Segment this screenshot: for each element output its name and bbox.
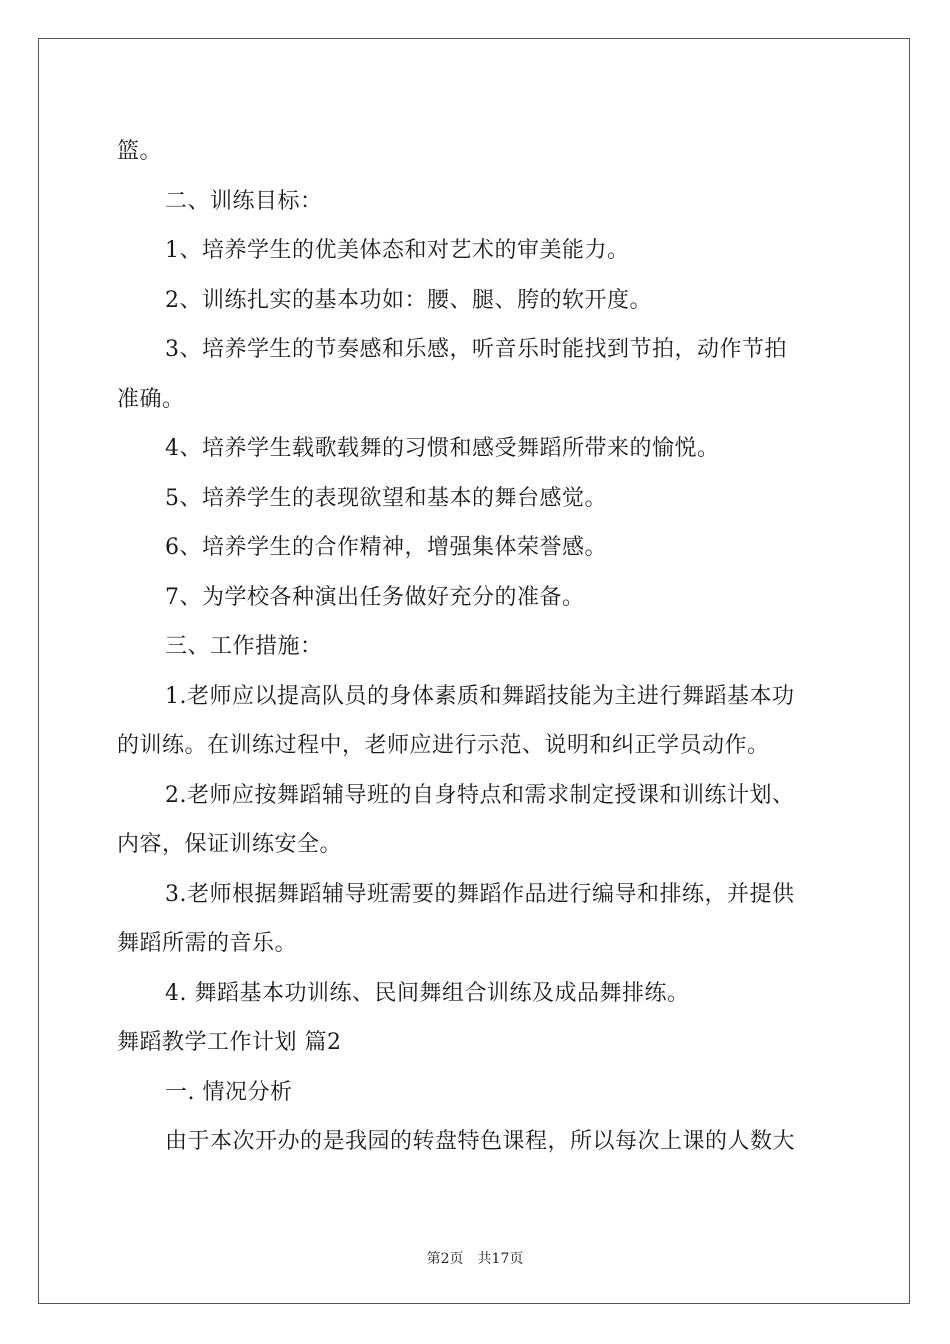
text-line: 1.老师应以提高队员的身体素质和舞蹈技能为主进行舞蹈基本功 <box>165 683 795 709</box>
text-line: 准确。 <box>117 386 185 412</box>
section-heading-analysis: 一. 情况分析 <box>165 1079 293 1105</box>
text-line: 5、培养学生的表现欲望和基本的舞台感觉。 <box>165 485 607 511</box>
text-line: 由于本次开办的是我园的转盘特色课程，所以每次上课的人数大 <box>165 1129 796 1154</box>
text-line: 舞蹈所需的音乐。 <box>117 931 298 956</box>
text-line: 4. 舞蹈基本功训练、民间舞组合训练及成品舞排练。 <box>165 980 690 1006</box>
text-line: 内容，保证训练安全。 <box>117 832 343 857</box>
section-heading-goals: 二、训练目标： <box>165 188 323 214</box>
text-line: 3.老师根据舞蹈辅导班需要的舞蹈作品进行编导和排练，并提供 <box>165 881 795 907</box>
page-footer <box>0 1248 950 1268</box>
text-line: 2.老师应按舞蹈辅导班的自身特点和需求制定授课和训练计划、 <box>165 782 795 808</box>
page-number: 第2页 <box>426 1251 464 1267</box>
section-heading-measures: 三、工作措施： <box>165 634 323 659</box>
text-line: 2、训练扎实的基本功如：腰、腿、胯的软开度。 <box>165 287 652 313</box>
text-line: 3、培养学生的节奏感和乐感，听音乐时能找到节拍，动作节拍 <box>165 337 787 362</box>
text-line: 6、培养学生的合作精神，增强集体荣誉感。 <box>165 535 607 560</box>
text-line: 4、培养学生载歌载舞的习惯和感受舞蹈所带来的愉悦。 <box>165 436 720 461</box>
text-line: 1、培养学生的优美体态和对艺术的审美能力。 <box>165 238 630 263</box>
text-line: 7、为学校各种演出任务做好充分的准备。 <box>165 584 585 610</box>
text-line: 的训练。在训练过程中，老师应进行示范、说明和纠正学员动作。 <box>117 733 770 758</box>
page-total: 共17页 <box>477 1251 524 1267</box>
document-body <box>117 127 837 1167</box>
document-subtitle: 舞蹈教学工作计划 篇2 <box>117 1030 342 1055</box>
text-line: 篮。 <box>117 139 163 164</box>
